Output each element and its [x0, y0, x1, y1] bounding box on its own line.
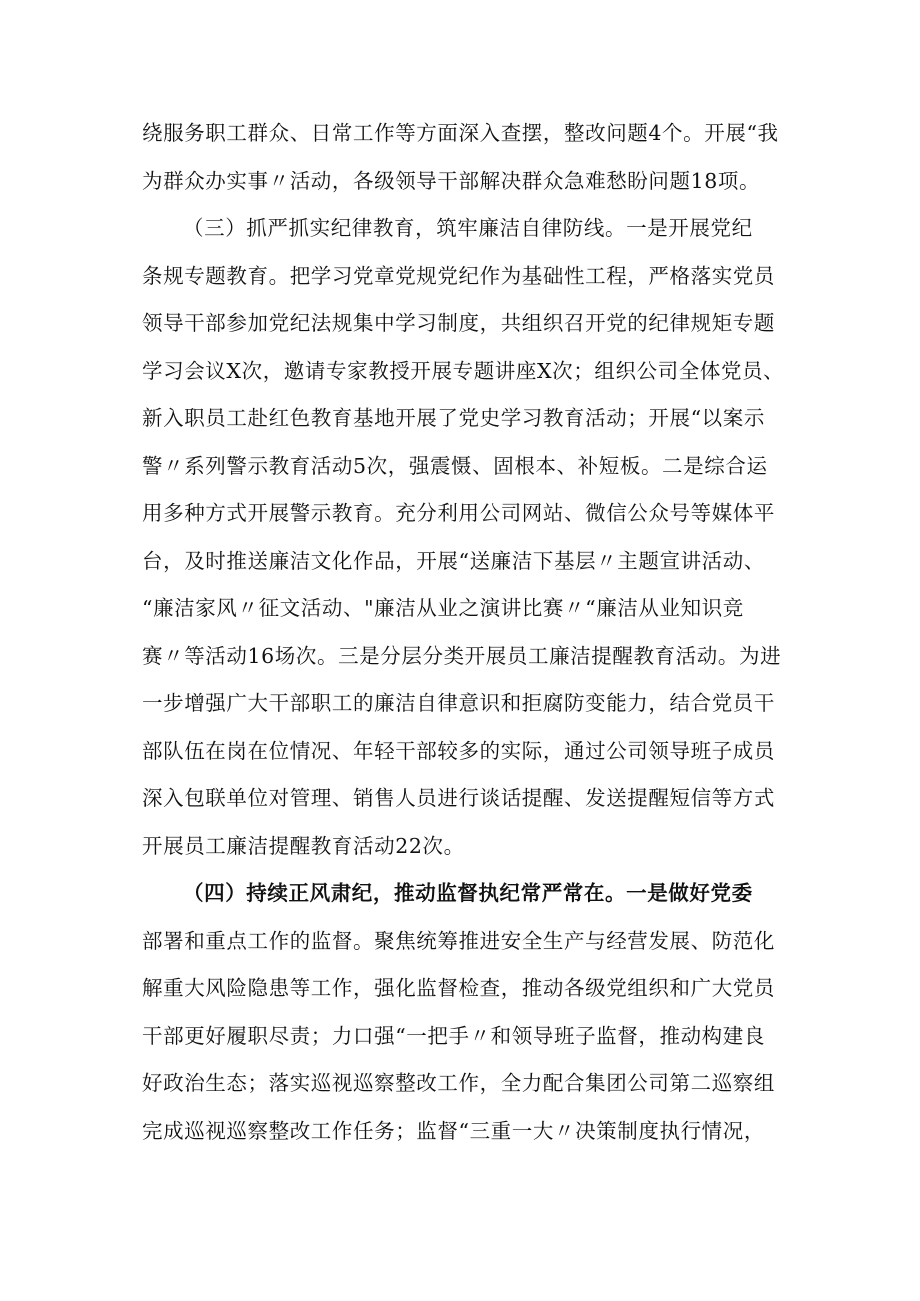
- text-line: 领导干部参加党纪法规集中学习制度，共组织召开党的纪律规矩专题: [142, 311, 775, 335]
- text-line: 绕服务职工群众、日常工作等方面深入查摆，整改问题4个。开展“我: [142, 121, 779, 145]
- text-line: 部队伍在岗在位情况、年轻干部较多的实际，通过公司领导班子成员: [142, 738, 775, 763]
- text-line: 完成巡视巡察整改工作任务；监督“三重一大〃决策制度执行情况，: [142, 1118, 765, 1143]
- text-line: 部署和重点工作的监督。聚焦统筹推进安全生产与经营发展、防范化: [142, 928, 775, 953]
- text-line: “廉洁家风〃征文活动、"廉洁从业之演讲比赛〃“廉洁从业知识竞: [142, 596, 744, 620]
- text-line: 学习会议X次，邀请专家教授开展专题讲座X次；组织公司全体党员、: [142, 358, 785, 383]
- text-line: 好政治生态；落实巡视巡察整改工作，全力配合集团公司第二巡察组: [142, 1071, 775, 1095]
- text-line: 解重大风险隐患等工作，强化监督检查，推动各级党组织和广大党员: [142, 976, 775, 1000]
- text-line: 赛〃等活动16场次。三是分层分类开展员工廉洁提醒教育活动。为进: [142, 643, 782, 668]
- section-heading-line: （三）抓严抓实纪律教育，筑牢廉洁自律防线。一是开展党纪: [183, 216, 753, 240]
- document-body: [142, 113, 792, 1158]
- text-line: 台，及时推送廉洁文化作品，开展“送廉洁下基层〃主题宣讲活动、: [142, 548, 765, 573]
- text-line: 开展员工廉洁提醒教育活动22次。: [142, 833, 465, 858]
- text-line: 深入包联单位对管理、销售人员进行谈话提醒、发送提醒短信等方式: [142, 786, 775, 810]
- text-line: 用多种方式开展警示教育。充分利用公司网站、微信公众号等媒体平: [142, 501, 775, 525]
- text-line: 为群众办实事〃活动，各级领导干部解决群众急难愁盼问题18项。: [142, 168, 761, 193]
- text-line: 警〃系列警示教育活动5次，强震慑、固根本、补短板。二是综合运: [142, 453, 768, 478]
- text-line: 干部更好履职尽责；力口强“一把手〃和领导班子监督，推动构建良: [142, 1023, 765, 1048]
- section-heading-line: （四）持续正风肃纪，推动监督执纪常严常在。一是做好党委: [183, 881, 753, 905]
- text-line: 条规专题教育。把学习党章党规党纪作为基础性工程，严格落实党员: [142, 263, 775, 288]
- text-line: 一步增强广大干部职工的廉洁自律意识和拒腐防变能力，结合党员干: [142, 691, 775, 715]
- text-line: 新入职员工赴红色教育基地开展了党史学习教育活动；开展“以案示: [142, 406, 765, 430]
